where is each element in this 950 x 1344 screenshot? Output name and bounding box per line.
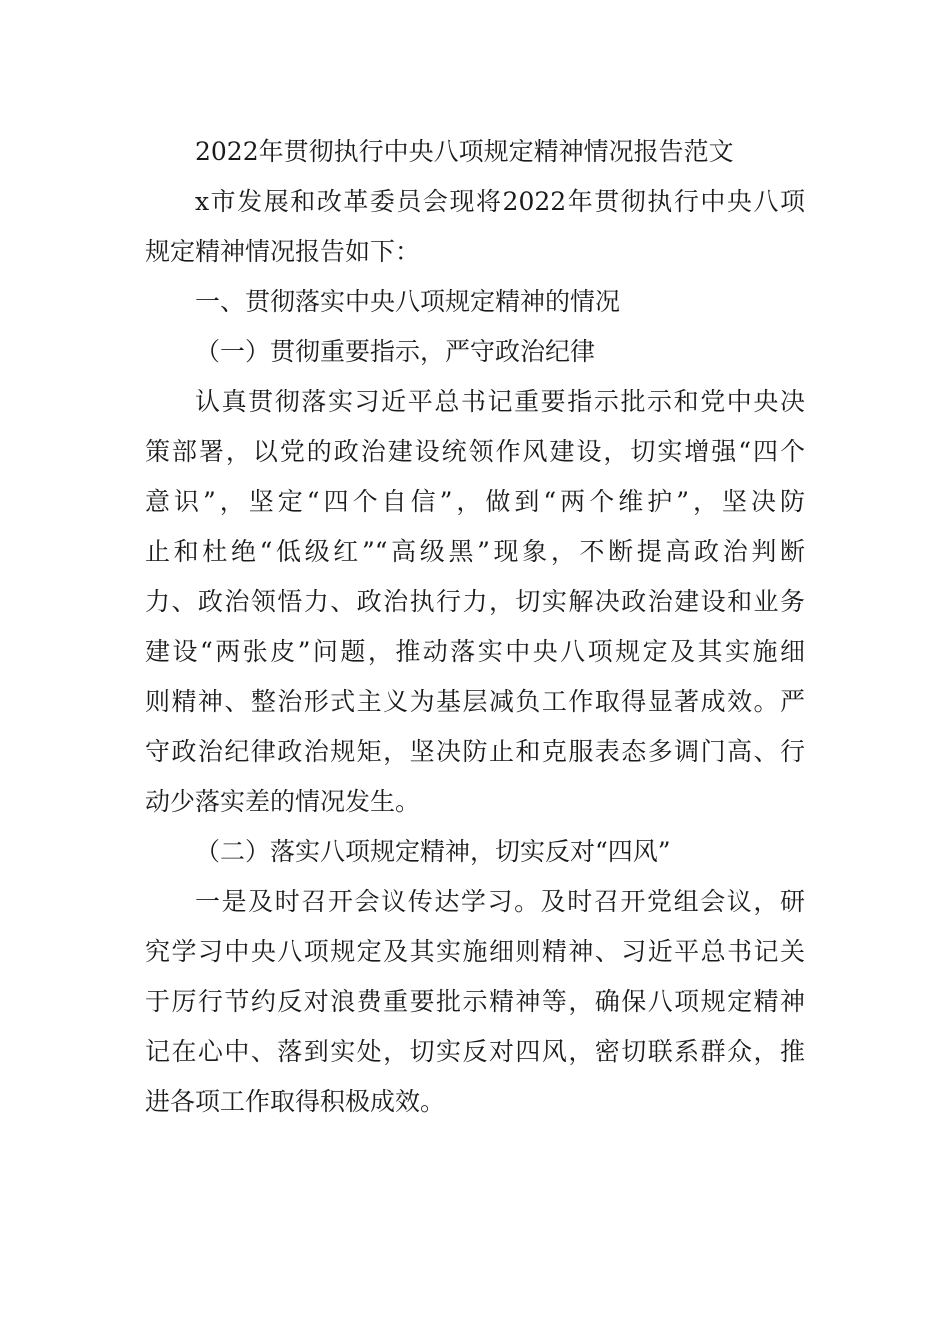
subsection-heading-2: （二）落实八项规定精神，切实反对“四风” [195, 837, 671, 866]
paragraph-2-line-4: 记在心中、落到实处，切实反对四风，密切联系群众，推 [145, 1037, 805, 1066]
paragraph-1-line-9: 动少落实差的情况发生。 [145, 787, 421, 816]
document-title: 2022年贯彻执行中央八项规定精神情况报告范文 [195, 137, 734, 166]
paragraph-1-line-2: 策部署，以党的政治建设统领作风建设，切实增强“四个 [145, 437, 805, 466]
section-heading-1: 一、贯彻落实中央八项规定精神的情况 [195, 287, 621, 316]
paragraph-2-line-5: 进各项工作取得积极成效。 [145, 1087, 446, 1116]
paragraph-2-line-2: 究学习中央八项规定及其实施细则精神、习近平总书记关 [145, 937, 805, 966]
subsection-heading-1: （一）贯彻重要指示，严守政治纪律 [195, 337, 596, 366]
paragraph-2-line-1: 一是及时召开会议传达学习。及时召开党组会议，研 [195, 887, 805, 916]
paragraph-1-line-4: 止和杜绝“低级红”“高级黑”现象，不断提高政治判断 [145, 537, 805, 566]
paragraph-1-line-1: 认真贯彻落实习近平总书记重要指示批示和党中央决 [195, 387, 805, 416]
intro-line-1: x市发展和改革委员会现将2022年贯彻执行中央八项 [195, 187, 805, 216]
paragraph-1-line-3: 意识”，坚定“四个自信”，做到“两个维护”，坚决防 [145, 487, 805, 516]
paragraph-2-line-3: 于厉行节约反对浪费重要批示精神等，确保八项规定精神 [145, 987, 805, 1016]
paragraph-1-line-5: 力、政治领悟力、政治执行力，切实解决政治建设和业务 [145, 587, 805, 616]
paragraph-1-line-6: 建设“两张皮”问题，推动落实中央八项规定及其实施细 [145, 637, 805, 666]
paragraph-1-line-8: 守政治纪律政治规矩，坚决防止和克服表态多调门高、行 [145, 737, 805, 766]
intro-line-2: 规定精神情况报告如下： [145, 237, 421, 266]
paragraph-1-line-7: 则精神、整治形式主义为基层减负工作取得显著成效。严 [145, 687, 805, 716]
